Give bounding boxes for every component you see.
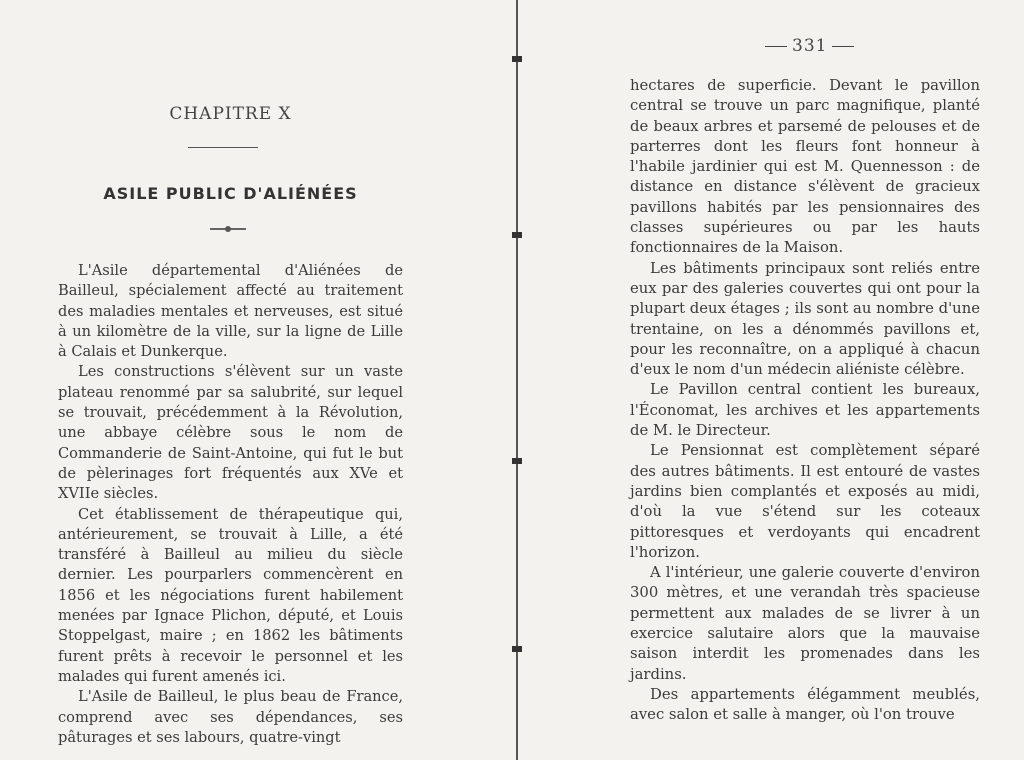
gutter-mark	[512, 458, 522, 464]
paragraph: A l'intérieur, une galerie couverte d'environ 300 mètres, et une verandah très spacieuse permettent aux malades de se livrer à un exercice salutaire alors que la mauvaise saison interdit les promenades dans les jardins.	[630, 564, 980, 683]
paragraph: Les bâtiments principaux sont reliés entre eux par des galeries couvertes qui ont pour la plupart deux étages ; ils sont au nombre d'une trentaine, on les a dénommés pavillons et, pour les reconnaître, on a appliqué à chacun d'eux le nom d'un médecin aliéniste célèbre.	[630, 259, 980, 379]
paragraph: L'Asile de Bailleul, le plus beau de France, comprend avec ses dépendances, ses pâturages et ses labours, quatre-vingt	[58, 688, 403, 746]
paragraph: Le Pavillon central contient les bureaux, l'Économat, les archives et les appartements de M. le Directeur.	[630, 381, 980, 440]
right-page	[630, 0, 980, 760]
paragraph: L'Asile départemental d'Aliénées de Bailleul, spécialement affecté au traitement des maladies mentales et nerveuses, est situé à un kilomètre de la ville, sur la ligne de Lille à Calais et Dunkerque.	[58, 262, 403, 361]
gutter-mark	[512, 56, 522, 62]
chapter-rule	[188, 147, 258, 148]
gutter-mark	[512, 646, 522, 652]
paragraph: Des appartements élégamment meublés, avec salon et salle à manger, où l'on trouve	[630, 685, 980, 724]
gutter-mark	[512, 232, 522, 238]
paragraph: hectares de superficie. Devant le pavillon central se trouve un parc magnifique, planté de beaux arbres et parsemé de pelouses et de parterres dont les fleurs font honneur à l'habile jardinier qui est M. Quennesson : de distance en distance s'élèvent de gracieux pavillons habités par les pensionnaires des classes supérieures ou par les hauts fonctionnaires de la Maison.	[630, 77, 980, 257]
chapter-heading: CHAPITRE X	[169, 104, 292, 124]
left-body-text	[58, 261, 403, 748]
ornament-divider	[210, 228, 246, 230]
section-title: ASILE PUBLIC D'ALIÉNÉES	[103, 184, 358, 203]
page-number-value: 331	[792, 36, 828, 56]
paragraph: Le Pensionnat est complètement séparé des autres bâtiments. Il est entouré de vastes jardins bien complantés et exposés au midi, d'où la vue s'étend sur les coteaux pittoresques et verdoyants qui encadrent l'horizon.	[630, 442, 980, 561]
paragraph: Les constructions s'élèvent sur un vaste plateau renommé par sa salubrité, sur lequel se trouvait, précédemment à la Révolution, une abbaye célèbre sous le nom de Commanderie de Saint-Antoine, qui fut le but de pèlerinages fort fréquentés aux XVe et XVIIe siècles.	[58, 363, 403, 503]
left-page	[58, 0, 403, 760]
paragraph: Cet établissement de thérapeutique qui, antérieurement, se trouvait à Lille, a été transféré à Bailleul au milieu du siècle dernier. Les pourparlers commencèrent en 1856 et les négociations furent habilement menées par Ignace Plichon, député, et Louis Stoppelgast, maire ; en 1862 les bâtiments furent prêts à recevoir le personnel et les malades qui furent amenés ici.	[58, 505, 403, 685]
right-body-text	[630, 76, 980, 726]
